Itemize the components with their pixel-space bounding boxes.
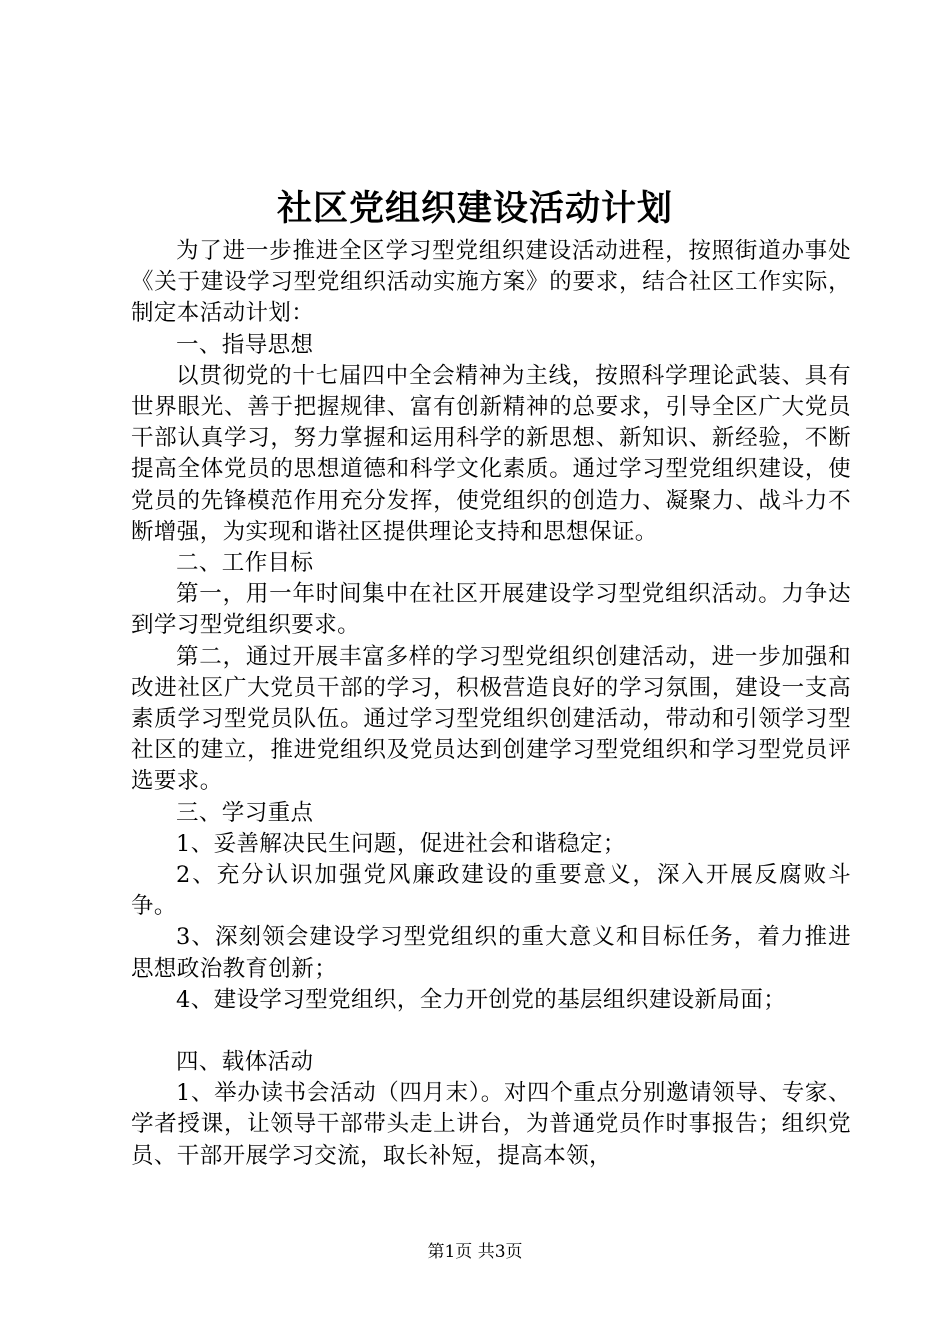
list-item-focus-1: 1、妥善解决民生问题，促进社会和谐稳定； [176, 830, 626, 857]
list-item-focus-2: 2、充分认识加强党风廉政建设的重要意义，深入开展反腐败斗争。 [131, 862, 851, 920]
heading-study-focus: 三、学习重点 [176, 799, 314, 826]
list-item-activity-1: 1、举办读书会活动（四月末）。对四个重点分别邀请领导、专家、学者授课，让领导干部带头走上讲台，为普通党员作时事报告；组织党员、干部开展学习交流，取长补短，提高本领， [131, 1080, 851, 1169]
paragraph-goal-second: 第二，通过开展丰富多样的学习型党组织创建活动，进一步加强和改进社区广大党员干部的学习，积极营造良好的学习氛围，建设一支高素质学习型党员队伍。通过学习型党组织创建活动，带动和引领学习型社区的建立，推进党组织及党员达到创建学习型党组织和学习型党员评选要求。 [131, 643, 851, 795]
document-title: 社区党组织建设活动计划 [276, 188, 673, 229]
paragraph-goal-first: 第一，用一年时间集中在社区开展建设学习型党组织活动。力争达到学习型党组织要求。 [131, 581, 851, 639]
page-footer: 第1页 共3页 [427, 1242, 523, 1262]
heading-work-goals: 二、工作目标 [176, 550, 314, 577]
list-item-focus-4: 4、建设学习型党组织，全力开创党的基层组织建设新局面； [176, 986, 787, 1013]
list-item-focus-3: 3、深刻领会建设学习型党组织的重大意义和目标任务，着力推进思想政治教育创新； [131, 924, 851, 982]
document-body [131, 236, 851, 1172]
heading-guiding-thought: 一、指导思想 [176, 331, 314, 358]
paragraph-guiding-thought: 以贯彻党的十七届四中全会精神为主线，按照科学理论武装、具有世界眼光、善于把握规律、富有创新精神的总要求，引导全区广大党员干部认真学习，努力掌握和运用科学的新思想、新知识、新经验，不断提高全体党员的思想道德和科学文化素质。通过学习型党组织建设，使党员的先锋模范作用充分发挥，使党组织的创造力、凝聚力、战斗力不断增强，为实现和谐社区提供理论支持和思想保证。 [131, 362, 851, 545]
paragraph-intro: 为了进一步推进全区学习型党组织建设活动进程，按照街道办事处《关于建设学习型党组织活动实施方案》的要求，结合社区工作实际，制定本活动计划： [131, 238, 851, 327]
heading-activities: 四、载体活动 [176, 1049, 314, 1076]
